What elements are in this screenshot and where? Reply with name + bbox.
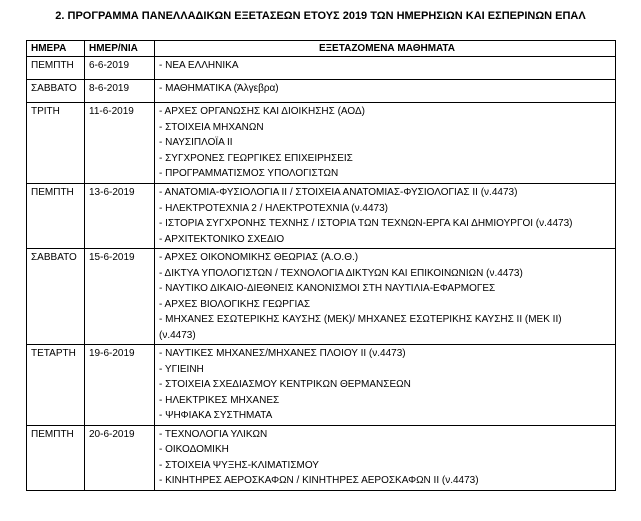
subject-item: - ΝΑΥΣΙΠΛΟΪΑ ΙΙ [159,137,233,148]
header-day: ΗΜΕΡΑ [27,41,85,57]
subject-item: - ΣΤΟΙΧΕΙΑ ΜΗΧΑΝΩΝ [159,121,264,133]
cell-subjects [155,345,616,426]
subject-item: - ΝΕΑ ΕΛΛΗΝΙΚΑ [159,60,239,71]
cell-subjects [155,425,616,490]
cell-date: 20-6-2019 [85,425,155,490]
cell-day: ΣΑΒΒΑΤΟ [27,249,85,345]
table-header-row [27,41,616,57]
table-row [27,103,616,184]
subject-item: - ΜΑΘΗΜΑΤΙΚΑ (Άλγεβρα) [159,83,279,94]
cell-subjects [155,249,616,345]
table-row [27,425,616,490]
cell-date: 15-6-2019 [85,249,155,345]
cell-date: 13-6-2019 [85,184,155,249]
cell-day: ΤΡΙΤΗ [27,103,85,184]
subject-item: - ΣΤΟΙΧΕΙΑ ΣΧΕΔΙΑΣΜΟΥ ΚΕΝΤΡΙΚΩΝ ΘΕΡΜΑΝΣΕΩΝ [159,379,411,390]
table-row [27,249,616,345]
cell-date: 19-6-2019 [85,345,155,426]
cell-date: 8-6-2019 [85,80,155,103]
subject-item: - ΟΙΚΟΔΟΜΙΚΗ [159,444,229,455]
exam-schedule-table [26,40,616,491]
subject-item: - ΗΛΕΚΤΡΙΚΕΣ ΜΗΧΑΝΕΣ [159,394,280,406]
header-date: ΗΜΕΡ/ΝΙΑ [85,41,155,57]
cell-day: ΠΕΜΠΤΗ [27,57,85,80]
subject-item: - ΨΗΦΙΑΚΑ ΣΥΣΤΗΜΑΤΑ [159,410,273,421]
cell-day: ΤΕΤΑΡΤΗ [27,345,85,426]
subject-item: - ΑΡΧΙΤΕΚΤΟΝΙΚΟ ΣΧΕΔΙΟ [159,233,285,245]
subject-item: - ΤΕΧΝΟΛΟΓΙΑ ΥΛΙΚΩΝ [159,428,268,440]
subject-item: - ΑΡΧΕΣ ΒΙΟΛΟΓΙΚΗΣ ΓΕΩΡΓΙΑΣ [159,298,311,310]
subject-item: - ΜΗΧΑΝΕΣ ΕΣΩΤΕΡΙΚΗΣ ΚΑΥΣΗΣ (ΜΕΚ)/ ΜΗΧΑΝΕΣ ΕΣΩΤΕΡΙΚΗΣ ΚΑΥΣΗΣ ΙΙ (ΜΕΚ ΙΙ) [159,314,562,325]
cell-subjects [155,57,616,80]
cell-day: ΣΑΒΒΑΤΟ [27,80,85,103]
header-subjects: ΕΞΕΤΑΖΟΜΕΝΑ ΜΑΘΗΜΑΤΑ [155,41,616,57]
table-row [27,345,616,426]
subject-item: - ΑΝΑΤΟΜΙΑ-ΦΥΣΙΟΛΟΓΙΑ ΙΙ / ΣΤΟΙΧΕΙΑ ΑΝΑΤΟΜΙΑΣ-ΦΥΣΙΟΛΟΓΙΑΣ ΙΙ (ν.4473) [159,187,518,198]
subject-item: - ΗΛΕΚΤΡΟΤΕΧΝΙΑ 2 / ΗΛΕΚΤΡΟΤΕΧΝΙΑ (ν.4473) [159,202,388,214]
cell-date: 11-6-2019 [85,103,155,184]
table-row [27,57,616,80]
subject-item: - ΝΑΥΤΙΚΟ ΔΙΚΑΙΟ-ΔΙΕΘΝΕΙΣ ΚΑΝΟΝΙΣΜΟΙ ΣΤΗ ΝΑΥΤΙΛΙΑ-ΕΦΑΡΜΟΓΕΣ [159,283,496,294]
subject-item: - ΑΡΧΕΣ ΟΙΚΟΝΟΜΙΚΗΣ ΘΕΩΡΙΑΣ (Α.Ο.Θ.) [159,252,359,263]
subject-item: - ΔΙΚΤΥΑ ΥΠΟΛΟΓΙΣΤΩΝ / ΤΕΧΝΟΛΟΓΙΑ ΔΙΚΤΥΩΝ ΚΑΙ ΕΠΙΚΟΙΝΩΝΙΩΝ (ν.4473) [159,267,523,279]
table-row [27,184,616,249]
table-body [27,57,616,491]
subject-item: - ΠΡΟΓΡΑΜΜΑΤΙΣΜΟΣ ΥΠΟΛΟΓΙΣΤΩΝ [159,168,339,179]
subject-item: - ΑΡΧΕΣ ΟΡΓΑΝΩΣΗΣ ΚΑΙ ΔΙΟΙΚΗΣΗΣ (ΑΟΔ) [159,106,365,117]
cell-subjects [155,184,616,249]
document-title: 2. ΠΡΟΓΡΑΜΜΑ ΠΑΝΕΛΛΑΔΙΚΩΝ ΕΞΕΤΑΣΕΩΝ ΕΤΟΥΣ 2019 ΤΩΝ ΗΜΕΡΗΣΙΩΝ ΚΑΙ ΕΣΠΕΡΙΝΩΝ ΕΠΑΛ [55,10,586,22]
cell-subjects [155,80,616,103]
subject-item: - ΚΙΝΗΤΗΡΕΣ ΑΕΡΟΣΚΑΦΩΝ / ΚΙΝΗΤΗΡΕΣ ΑΕΡΟΣΚΑΦΩΝ ΙΙ (ν.4473) [159,475,479,486]
cell-day: ΠΕΜΠΤΗ [27,425,85,490]
subject-item: - ΝΑΥΤΙΚΕΣ ΜΗΧΑΝΕΣ/ΜΗΧΑΝΕΣ ΠΛΟΙΟΥ ΙΙ (ν.4473) [159,348,406,359]
cell-date: 6-6-2019 [85,57,155,80]
subject-item: - ΣΤΟΙΧΕΙΑ ΨΥΞΗΣ-ΚΛΙΜΑΤΙΣΜΟΥ [159,459,319,471]
cell-subjects [155,103,616,184]
table-row [27,80,616,103]
subject-item: - ΙΣΤΟΡΙΑ ΣΥΓΧΡΟΝΗΣ ΤΕΧΝΗΣ / ΙΣΤΟΡΙΑ ΤΩΝ ΤΕΧΝΩΝ-ΕΡΓΑ ΚΑΙ ΔΗΜΙΟΥΡΓΟΙ (ν.4473) [159,218,573,229]
subject-item: - ΣΥΓΧΡΟΝΕΣ ΓΕΩΡΓΙΚΕΣ ΕΠΙΧΕΙΡΗΣΕΙΣ [159,152,353,164]
cell-day: ΠΕΜΠΤΗ [27,184,85,249]
subject-item: - ΥΓΙΕΙΝΗ [159,363,204,375]
subject-item: (ν.4473) [159,329,196,341]
